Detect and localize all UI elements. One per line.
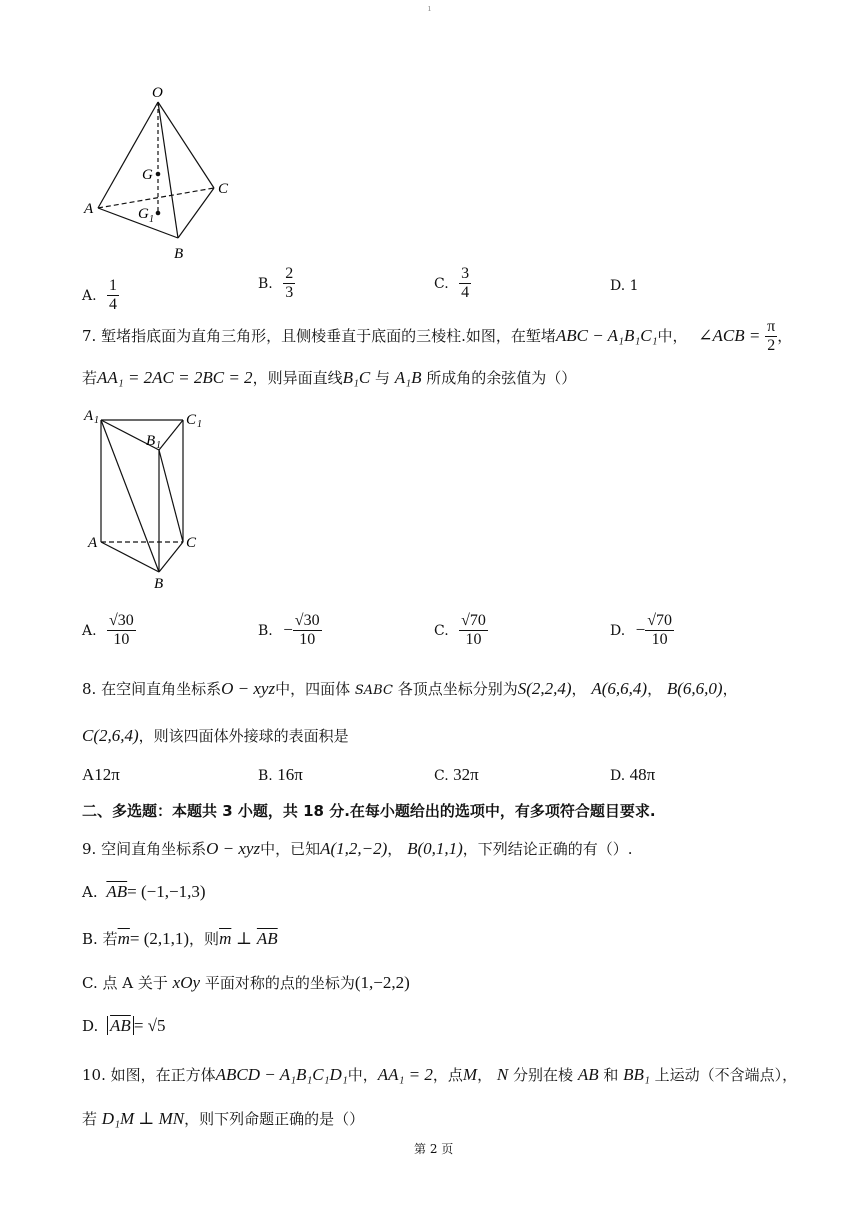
q10-line2: 若 D₁M ⊥ MN，则下列命题正确的是（） — [82, 1109, 365, 1128]
label-G1-sub: 1 — [149, 214, 154, 225]
label-B1-sub: 1 — [156, 440, 161, 451]
q9-stem: 9. 空间直角坐标系O − xyz中，已知A(1,2,−2)， B(0,1,1)，下列结论正确的有（）. — [82, 839, 633, 858]
q8-line1: 8. 在空间直角坐标系O − xyz中，四面体 SABC 各顶点坐标分别为S(2,2,4)， A(6,6,4)， B(6,6,0)， — [82, 679, 738, 698]
label-A1: A — [84, 408, 94, 424]
label-A: A — [84, 201, 94, 217]
q6-option-c: C. $\frac{3}{4}$ — [434, 265, 470, 302]
label-B1: B — [146, 433, 156, 449]
label-C: C — [186, 535, 197, 551]
prism-figure — [78, 400, 218, 595]
label-G: G — [142, 167, 153, 183]
q6-option-a: A. $\frac{1}{4}$ — [82, 277, 118, 314]
label-G1: G — [138, 206, 149, 222]
label-C1-sub: 1 — [197, 419, 202, 430]
q7-option-a: A. $\frac{√30}{10}$ — [82, 612, 134, 649]
q9-option-a: A. $\overline{AB}= (-1,-1,3)$ — [82, 882, 206, 901]
q7-line2: 若AA₁ = 2AC = 2BC = 2，则异面直线B₁C 与 A₁B 所成角的余弦值为（） — [82, 368, 577, 387]
q9-option-b: B. 若$\overline{m}= (2,1,1)$，则$\overline{m}$ ⊥ $\overline{AB}$ — [82, 929, 278, 948]
q8-option-d: D. 48π — [610, 765, 656, 784]
label-B: B — [174, 246, 184, 262]
q8-line2: C(2,6,4)，则该四面体外接球的表面积是 — [82, 726, 349, 745]
label-O: O — [152, 85, 163, 101]
q10-line1: 10. 如图，在正方体ABCD − A₁B₁C₁D₁中，AA₁ = 2，点M， N 分别在棱 AB 和 BB₁ 上运动（不含端点）， — [82, 1065, 798, 1084]
top-mark: ı — [428, 4, 431, 14]
q7-option-c: C. $\frac{√70}{10}$ — [434, 612, 486, 649]
page-footer: 第 2 页 — [414, 1142, 454, 1156]
label-B: B — [154, 576, 164, 592]
q6-option-b: B. $\frac{2}{3}$ — [258, 265, 294, 302]
q8-option-b: B. 16π — [258, 765, 303, 784]
q9-option-c: C. 点 A 关于 xOy 平面对称的点的坐标为(1,−2,2) — [82, 973, 410, 992]
section-heading: 二、多选题：本题共 3 小题，共 18 分.在每小题给出的选项中，有多项符合题目要求. — [82, 802, 656, 820]
tetrahedron-figure — [70, 78, 250, 268]
label-C: C — [218, 181, 229, 197]
q7-option-d: D. − $\frac{√70}{10}$ — [610, 612, 673, 649]
q7-option-b: B. − $\frac{√30}{10}$ — [258, 612, 320, 649]
q8-option-a: A12π — [82, 765, 120, 784]
q9-option-d: D. $\overline{AB} = √5$ — [82, 1016, 166, 1035]
q8-option-c: C. 32π — [434, 765, 479, 784]
label-A: A — [88, 535, 98, 551]
q6-option-d: D. 1 — [610, 278, 639, 294]
label-C1: C — [186, 412, 197, 428]
label-A1-sub: 1 — [94, 415, 99, 426]
q7-line1: 7. 堑堵指底面为直角三角形，且侧棱垂直于底面的三棱柱.如图，在堑堵ABC − A₁B₁C₁中， ∠ACB = $\frac{\pi}{2}$ ， — [82, 318, 793, 355]
